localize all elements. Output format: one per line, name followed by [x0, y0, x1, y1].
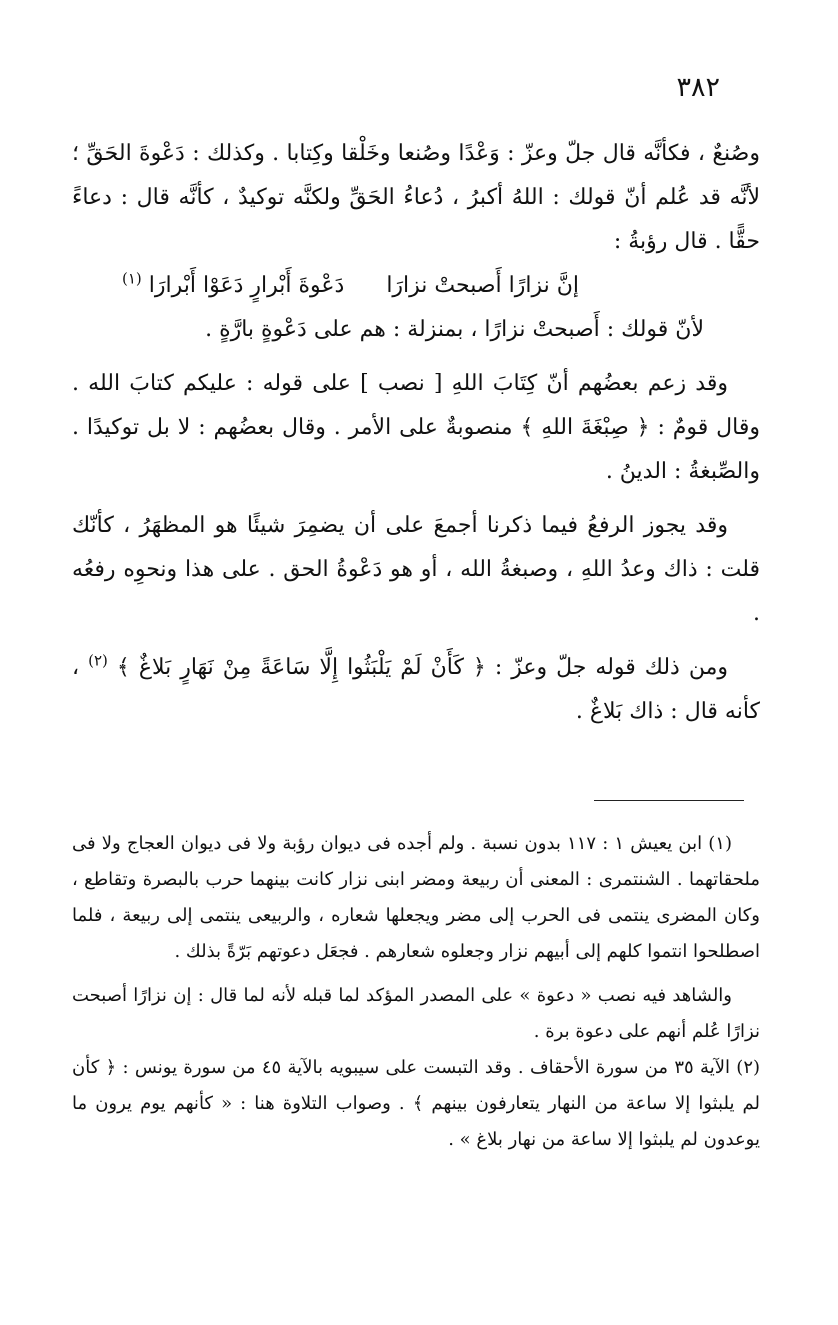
- paragraph-4: وقد يجوز الرفعُ فيما ذكرنا أجمعَ على أن يضمِرَ شيئًا هو المظهَرُ ، كأنّك قلت : ذاك وعدُ اللهِ ، وصبغةُ الله ، أو هو دَعْوةُ الحق . على هذا ونحوِه رفعُه .: [72, 513, 760, 626]
- footnote-1: (١) ابن يعيش ١ : ١١٧ بدون نسبة . ولم أجده فى ديوان رؤبة ولا فى ديوان العجاج ولا فى ملحقاتهما . الشنتمرى : المعنى أن ربيعة ومضر ابنى نزار كانت بينهما حرب بالبصرة وتقاطع ، وكان المضرى ينتمى فى الحرب إلى مضر ويجعلها شعاره ، والربيعى ينتمى إلى ربيعة ، فلما اصطلحوا انتموا كلهم إلى أبيهم نزار وجعلوه شعارهم . فجعَل دعوتهم بَرّةً بذلك .: [72, 833, 760, 962]
- verse-first-hemistich: إنَّ نزارًا أَصبحتْ نزارَا: [386, 273, 580, 298]
- paragraph-3: وقد زعم بعضُهم أنّ كِتَابَ اللهِ [ نصب ] على قوله : عليكم كتابَ الله . وقال قومٌ : ﴿ صِبْغَةَ اللهِ ﴾ منصوبةٌ على الأمر . وقال بعضُهم : لا بل توكيدًا . والصِّبغةُ : الدينُ .: [72, 371, 760, 484]
- footnote-1-continued: والشاهد فيه نصب « دعوة » على المصدر المؤكد لما قبله لأنه لما قال : إن نزارًا أصبحت نزارًا عُلم أنهم على دعوة برة .: [72, 985, 760, 1042]
- footnote-2: (٢) الآية ٣٥ من سورة الأحقاف . وقد التبست على سيبويه بالآية ٤٥ من سورة يونس : ﴿ كأن لم يلبثوا إلا ساعة من النهار يتعارفون بينهم ﴾ . وصواب التلاوة هنا : « كأنهم يوم يرون ما يوعدون لم يلبثوا إلا ساعة من نهار بلاغ » .: [72, 1057, 761, 1150]
- main-text: [72, 132, 760, 734]
- page-number: ٣٨٢: [676, 72, 720, 103]
- verse-second-hemistich-text: دَعْوةَ أَبْرارٍ دَعَوْا أَبْرارَا: [148, 273, 345, 298]
- paragraph-5-end: ، كأنه قال : ذاك بَلاغٌ .: [72, 655, 760, 724]
- footnotes: [72, 826, 760, 1158]
- paragraph-2: لأنّ قولك : أَصبحتْ نزارًا ، بمنزلة : هم على دَعْوةٍ بارَّةٍ .: [205, 317, 704, 342]
- paragraph-1: وصُنعٌ ، فكأنَّه قال جلّ وعزّ : وَعْدًا وصُنعا وخَلْقا وكِتابا . وكذلك : دَعْوةَ الحَقِّ ؛ لأنَّه قد عُلم أنّ قولك : اللهُ أكبرُ ، دُعاءُ الحَقِّ ولكنَّه توكيدٌ ، كأنَّه قال : دعاءً حقًّا . قال رؤبةُ :: [72, 141, 760, 254]
- verse-second-hemistich: [122, 264, 344, 308]
- poetry-verse: [122, 264, 760, 308]
- footnote-divider: [594, 800, 744, 801]
- footnote-ref-1: (١): [122, 269, 142, 288]
- paragraph-5-quote: ومن ذلك قوله جلّ وعزّ : ﴿ كَأَنْ لَمْ يَلْبَثُوا إِلَّا سَاعَةً مِنْ نَهَارٍ بَلاغٌ ﴾: [116, 655, 729, 680]
- footnote-ref-2: (٢): [88, 651, 108, 670]
- paragraph-5: [72, 646, 760, 734]
